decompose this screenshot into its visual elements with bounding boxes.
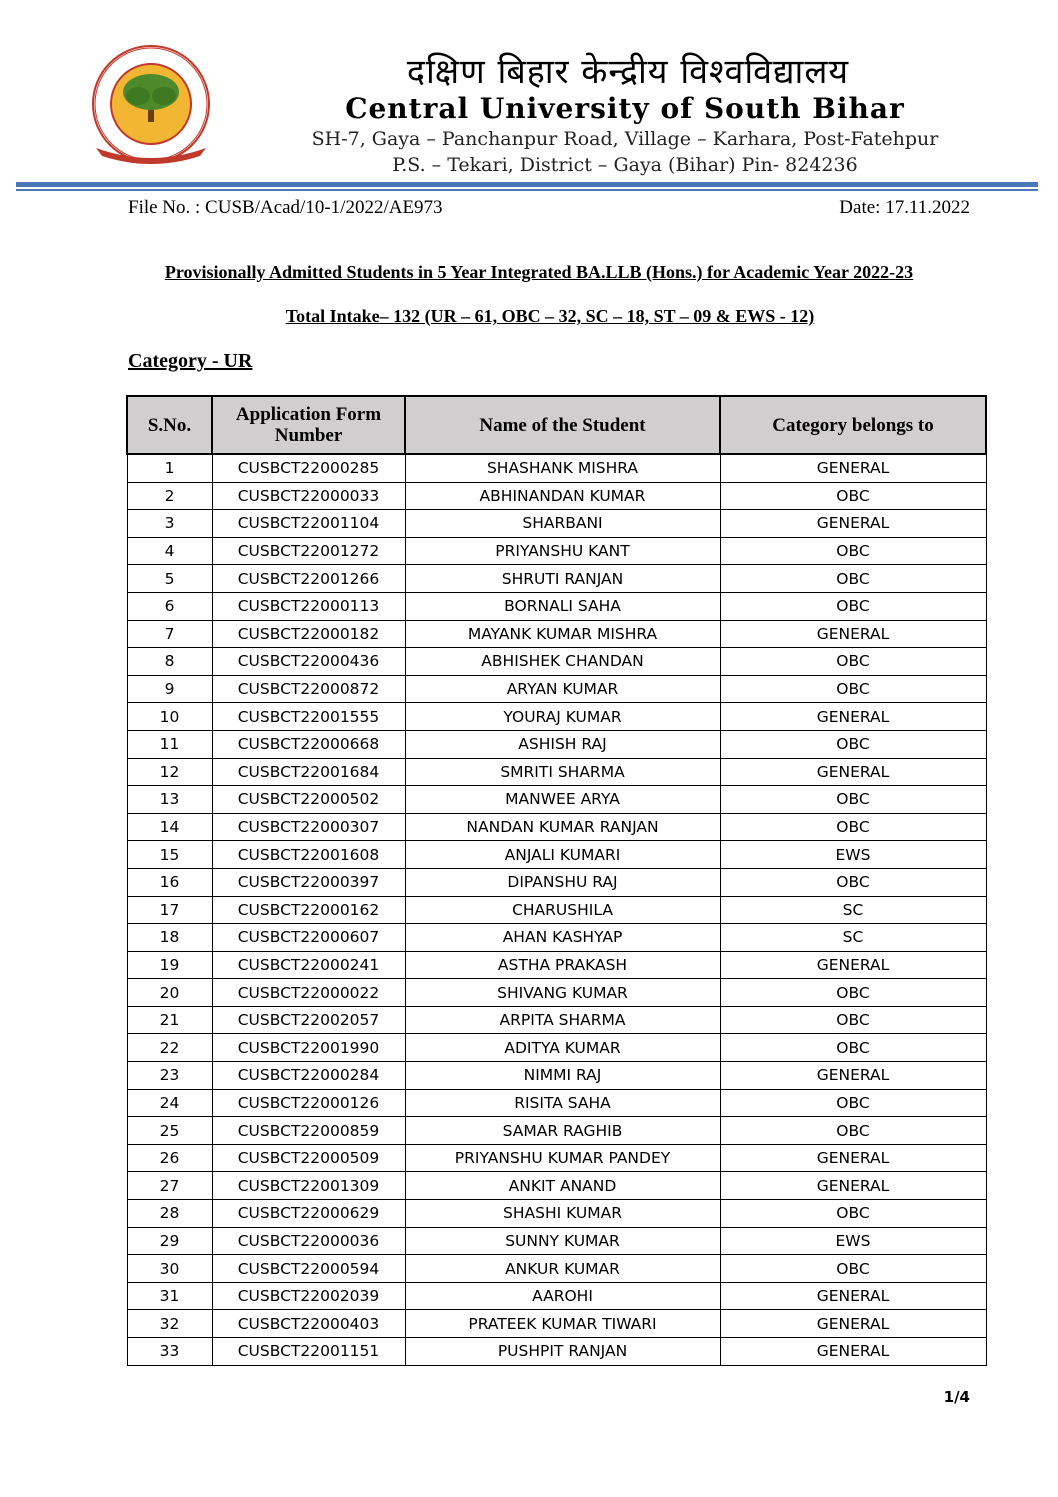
cell-student-name: YOURAJ KUMAR [405,703,720,731]
cell-application-number: CUSBCT22000629 [212,1200,405,1228]
cell-sno: 22 [127,1034,212,1062]
cell-student-name: AHAN KASHYAP [405,924,720,952]
cell-sno: 4 [127,537,212,565]
table-row [127,1200,986,1228]
header-sno: S.No. [127,396,212,454]
cell-sno: 27 [127,1172,212,1200]
cell-application-number: CUSBCT22001608 [212,841,405,869]
table-row [127,868,986,896]
cell-student-name: PRATEEK KUMAR TIWARI [405,1310,720,1338]
cell-sno: 7 [127,620,212,648]
cell-category: OBC [720,565,986,593]
cell-sno: 18 [127,924,212,952]
cell-application-number: CUSBCT22000859 [212,1117,405,1145]
cell-sno: 14 [127,813,212,841]
cell-sno: 13 [127,786,212,814]
cell-student-name: SMRITI SHARMA [405,758,720,786]
table-row [127,1338,986,1366]
cell-student-name: PUSHPIT RANJAN [405,1338,720,1366]
cell-category: GENERAL [720,703,986,731]
cell-sno: 24 [127,1089,212,1117]
header-application-number: Application Form Number [212,396,405,454]
cell-sno: 6 [127,592,212,620]
table-body [127,454,986,1365]
cell-category: SC [720,896,986,924]
cell-category: OBC [720,648,986,676]
cell-student-name: CHARUSHILA [405,896,720,924]
header-student-name: Name of the Student [405,396,720,454]
cell-application-number: CUSBCT22000284 [212,1062,405,1090]
cell-sno: 33 [127,1338,212,1366]
cell-student-name: NIMMI RAJ [405,1062,720,1090]
cell-sno: 11 [127,730,212,758]
cell-student-name: NANDAN KUMAR RANJAN [405,813,720,841]
cell-sno: 2 [127,482,212,510]
table-row [127,1144,986,1172]
cell-student-name: SUNNY KUMAR [405,1227,720,1255]
cell-student-name: BORNALI SAHA [405,592,720,620]
cell-sno: 10 [127,703,212,731]
table-row [127,454,986,482]
cell-student-name: SHRUTI RANJAN [405,565,720,593]
table-row [127,1310,986,1338]
table-row [127,979,986,1007]
table-row [127,786,986,814]
cell-category: OBC [720,813,986,841]
cell-application-number: CUSBCT22000126 [212,1089,405,1117]
cell-student-name: ABHINANDAN KUMAR [405,482,720,510]
table-row [127,482,986,510]
cell-category: GENERAL [720,1172,986,1200]
cell-category: OBC [720,979,986,1007]
cell-category: EWS [720,841,986,869]
table-row [127,620,986,648]
cell-student-name: PRIYANSHU KUMAR PANDEY [405,1144,720,1172]
cell-category: GENERAL [720,1310,986,1338]
cell-application-number: CUSBCT22000241 [212,951,405,979]
cell-category: GENERAL [720,620,986,648]
cell-application-number: CUSBCT22000307 [212,813,405,841]
table-row [127,592,986,620]
header-category: Category belongs to [720,396,986,454]
cell-student-name: SHIVANG KUMAR [405,979,720,1007]
cell-application-number: CUSBCT22000607 [212,924,405,952]
cell-student-name: MAYANK KUMAR MISHRA [405,620,720,648]
page-number: 1/4 [943,1388,970,1406]
table-row [127,648,986,676]
cell-category: OBC [720,786,986,814]
cell-category: OBC [720,868,986,896]
cell-category: OBC [720,537,986,565]
cell-sno: 12 [127,758,212,786]
cell-sno: 26 [127,1144,212,1172]
table-row [127,703,986,731]
table-row [127,1172,986,1200]
cell-category: GENERAL [720,1062,986,1090]
cell-category: GENERAL [720,1144,986,1172]
cell-student-name: SHARBANI [405,510,720,538]
table-row [127,813,986,841]
cell-category: OBC [720,1034,986,1062]
cell-application-number: CUSBCT22000022 [212,979,405,1007]
cell-sno: 5 [127,565,212,593]
table-row [127,1006,986,1034]
cell-sno: 19 [127,951,212,979]
cell-sno: 23 [127,1062,212,1090]
cell-category: OBC [720,730,986,758]
header-rule-thick [16,182,1038,187]
total-intake: Total Intake– 132 (UR – 61, OBC – 32, SC – 18, ST – 09 & EWS - 12) [285,306,815,326]
cell-application-number: CUSBCT22000872 [212,675,405,703]
cell-category: OBC [720,675,986,703]
cell-category: OBC [720,592,986,620]
cell-application-number: CUSBCT22000397 [212,868,405,896]
cell-student-name: AAROHI [405,1282,720,1310]
address-line-2: P.S. – Tekari, District – Gaya (Bihar) Pin- 824236 [392,154,858,176]
cell-category: SC [720,924,986,952]
cell-sno: 3 [127,510,212,538]
cell-student-name: ARYAN KUMAR [405,675,720,703]
file-number: File No. : CUSB/Acad/10-1/2022/AE973 [128,197,443,218]
table-row [127,1034,986,1062]
table-row [127,510,986,538]
table-header-row [127,396,986,454]
cell-category: GENERAL [720,1338,986,1366]
cell-category: OBC [720,1117,986,1145]
cell-application-number: CUSBCT22000509 [212,1144,405,1172]
category-heading: Category - UR [128,350,253,372]
cell-sno: 15 [127,841,212,869]
cell-student-name: SHASHI KUMAR [405,1200,720,1228]
cell-category: EWS [720,1227,986,1255]
cell-application-number: CUSBCT22000594 [212,1255,405,1283]
header-rule-thin [16,189,1038,191]
cell-category: GENERAL [720,510,986,538]
cell-category: OBC [720,1089,986,1117]
table-row [127,565,986,593]
table-row [127,758,986,786]
cell-sno: 20 [127,979,212,1007]
address-line-1: SH-7, Gaya – Panchanpur Road, Village – Karhara, Post-Fatehpur [311,128,939,150]
table-row [127,924,986,952]
cell-application-number: CUSBCT22001555 [212,703,405,731]
table-row [127,896,986,924]
cell-sno: 31 [127,1282,212,1310]
cell-sno: 32 [127,1310,212,1338]
cell-student-name: PRIYANSHU KANT [405,537,720,565]
cell-student-name: ADITYA KUMAR [405,1034,720,1062]
cell-application-number: CUSBCT22001272 [212,537,405,565]
cell-student-name: RISITA SAHA [405,1089,720,1117]
cell-application-number: CUSBCT22000182 [212,620,405,648]
cell-sno: 17 [127,896,212,924]
table-row [127,1282,986,1310]
cell-student-name: SHASHANK MISHRA [405,454,720,482]
table-row [127,1062,986,1090]
cell-student-name: MANWEE ARYA [405,786,720,814]
cell-application-number: CUSBCT22000403 [212,1310,405,1338]
cell-application-number: CUSBCT22002057 [212,1006,405,1034]
cell-category: GENERAL [720,454,986,482]
cell-sno: 9 [127,675,212,703]
cell-application-number: CUSBCT22000033 [212,482,405,510]
cell-student-name: SAMAR RAGHIB [405,1117,720,1145]
table-row [127,1227,986,1255]
cell-application-number: CUSBCT22000502 [212,786,405,814]
cell-sno: 30 [127,1255,212,1283]
cell-student-name: DIPANSHU RAJ [405,868,720,896]
cell-category: OBC [720,482,986,510]
cell-student-name: ANJALI KUMARI [405,841,720,869]
cell-sno: 25 [127,1117,212,1145]
table-row [127,841,986,869]
cell-application-number: CUSBCT22000113 [212,592,405,620]
cell-application-number: CUSBCT22001990 [212,1034,405,1062]
cell-application-number: CUSBCT22001309 [212,1172,405,1200]
cell-student-name: ARPITA SHARMA [405,1006,720,1034]
cell-application-number: CUSBCT22000285 [212,454,405,482]
table-row [127,1117,986,1145]
table-row [127,1255,986,1283]
cell-application-number: CUSBCT22000162 [212,896,405,924]
cell-category: OBC [720,1006,986,1034]
cell-sno: 29 [127,1227,212,1255]
cell-category: OBC [720,1200,986,1228]
cell-category: GENERAL [720,951,986,979]
cell-application-number: CUSBCT22002039 [212,1282,405,1310]
cell-application-number: CUSBCT22001684 [212,758,405,786]
cell-application-number: CUSBCT22000668 [212,730,405,758]
university-name-english: Central University of South Bihar [345,92,905,125]
table-row [127,730,986,758]
students-table [126,395,987,1366]
table-row [127,1089,986,1117]
university-logo [88,44,214,170]
cell-sno: 21 [127,1006,212,1034]
cell-sno: 28 [127,1200,212,1228]
cell-category: GENERAL [720,758,986,786]
cell-category: GENERAL [720,1282,986,1310]
table-row [127,951,986,979]
document-date: Date: 17.11.2022 [839,197,970,218]
cell-application-number: CUSBCT22001151 [212,1338,405,1366]
cell-application-number: CUSBCT22001104 [212,510,405,538]
cell-application-number: CUSBCT22001266 [212,565,405,593]
cell-application-number: CUSBCT22000436 [212,648,405,676]
cell-student-name: ANKIT ANAND [405,1172,720,1200]
document-title: Provisionally Admitted Students in 5 Year Integrated BA.LLB (Hons.) for Academic Year 2022-23 [164,262,914,282]
cell-application-number: CUSBCT22000036 [212,1227,405,1255]
cell-student-name: ASHISH RAJ [405,730,720,758]
cell-student-name: ASTHA PRAKASH [405,951,720,979]
cell-sno: 8 [127,648,212,676]
university-name-hindi: दक्षिण बिहार केन्द्रीय विश्वविद्यालय [406,52,850,92]
table-row [127,675,986,703]
cell-student-name: ABHISHEK CHANDAN [405,648,720,676]
cell-student-name: ANKUR KUMAR [405,1255,720,1283]
table-row [127,537,986,565]
cell-category: OBC [720,1255,986,1283]
cell-sno: 1 [127,454,212,482]
cell-sno: 16 [127,868,212,896]
